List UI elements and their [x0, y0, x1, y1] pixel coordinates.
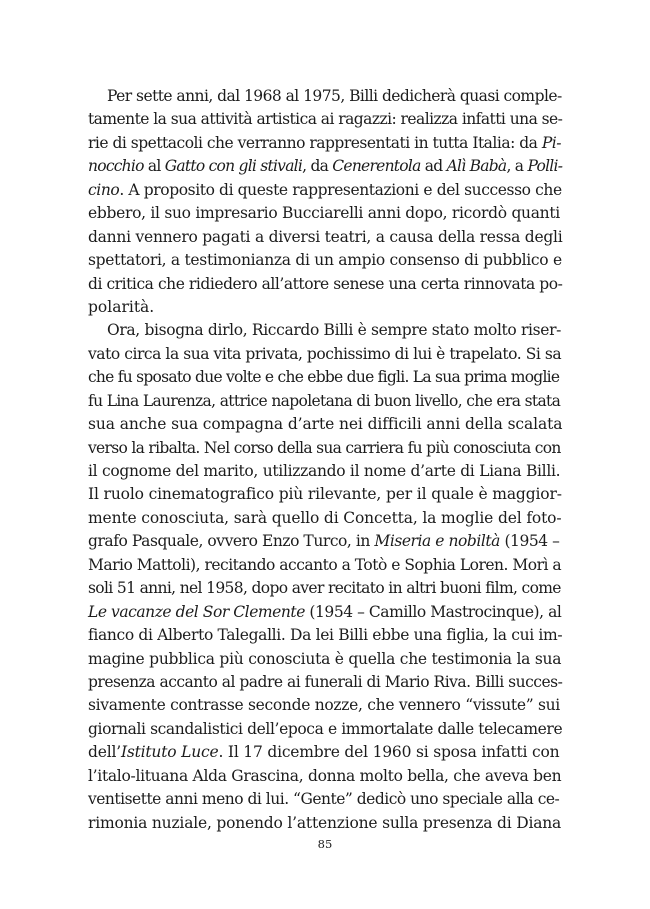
text-run: . A proposito di queste rappresentazioni e del successo che [119, 180, 562, 199]
text-line [88, 648, 562, 671]
text-line [88, 226, 562, 249]
text-line [88, 273, 562, 296]
text-run: fianco di Alberto Talegalli. Da lei Billi ebbe una figlia, la cui im- [88, 626, 563, 645]
text-run: (1954 – [499, 532, 560, 551]
text-run: al [143, 157, 165, 176]
italic-text: Miseria e nobiltà [374, 532, 500, 551]
text-run: dell’ [88, 743, 121, 762]
text-line [88, 624, 562, 647]
italic-text: nocchio [88, 157, 144, 176]
text-run: (1954 – Camillo Mastrocinque), al [304, 602, 562, 621]
text-line [88, 671, 562, 694]
body-text [88, 85, 562, 835]
text-run: magine pubblica più conosciuta è quella che testimonia la sua [88, 649, 562, 668]
text-run: vato circa la sua vita privata, pochissimo di lui è trapelato. Si sa [88, 344, 562, 363]
text-line [88, 741, 562, 764]
text-line [88, 366, 562, 389]
text-line [88, 179, 562, 202]
text-run: di critica che ridiedero all’attore senese una certa rinnovata po- [88, 274, 563, 293]
text-run: il cognome del marito, utilizzando il nome d’arte di Liana Billi. [88, 462, 561, 480]
text-line [88, 202, 562, 225]
text-run: sivamente contrasse seconde nozze, che vennero “vissute” sui [88, 696, 560, 715]
text-line [88, 530, 562, 553]
text-line [88, 319, 562, 342]
text-run: . Il 17 dicembre del 1960 si sposa infatti con [218, 743, 560, 762]
text-line [88, 296, 562, 319]
italic-text: cino [88, 180, 120, 199]
italic-text: Polli- [527, 157, 563, 176]
text-run: polarità. [88, 297, 155, 316]
text-line [88, 788, 562, 811]
text-line [88, 85, 562, 108]
text-run: Mario Mattoli), recitando accanto a Totò e Sophia Loren. Morì a [88, 555, 562, 574]
text-run: tamente la sua attività artistica ai ragazzi: realizza infatti una se- [88, 110, 563, 129]
italic-text: Istituto Luce [120, 743, 219, 762]
text-run: Ora, bisogna dirlo, Riccardo Billi è sempre stato molto riser- [107, 321, 562, 340]
italic-text: Gatto con gli stivali [164, 157, 303, 176]
text-run: rimonia nuziale, ponendo l’attenzione sulla presenza di Diana [88, 813, 562, 832]
text-line [88, 155, 562, 178]
text-line [88, 554, 562, 577]
text-line [88, 390, 562, 413]
text-line [88, 108, 562, 131]
text-line [88, 718, 562, 741]
text-run: Il ruolo cinematografico più rilevante, per il quale è maggior- [88, 485, 562, 504]
text-run: soli 51 anni, nel 1958, dopo aver recitato in altri buoni film, come [88, 579, 561, 598]
text-run: che fu sposato due volte e che ebbe due figli. La sua prima moglie [88, 368, 560, 387]
text-run: sua anche sua compagna d’arte nei difficili anni della scalata [88, 415, 563, 434]
italic-text: Alì Babà [446, 157, 507, 176]
text-run: verso la ribalta. Nel corso della sua carriera fu più conosciuta con [88, 438, 561, 457]
italic-text: Le vacanze del Sor Clemente [88, 602, 305, 621]
text-line [88, 507, 562, 530]
italic-text: Cenerentola [332, 157, 421, 176]
text-run: spettatori, a testimonianza di un ampio consenso di pubblico e [88, 251, 562, 270]
text-run: , a [506, 157, 528, 176]
text-line [88, 694, 562, 717]
italic-text: Pi- [541, 133, 561, 152]
text-line [88, 460, 562, 483]
text-line [88, 601, 562, 624]
text-run: presenza accanto al padre ai funerali di Mario Riva. Billi succes- [88, 672, 563, 691]
text-run: grafo Pasquale, ovvero Enzo Turco, in [88, 532, 375, 551]
text-run: mente conosciuta, sarà quello di Concetta, la moglie del foto- [88, 508, 562, 527]
text-run: giornali scandalistici dell’epoca e immortalate dalle telecamere [88, 719, 563, 738]
text-line [88, 437, 562, 460]
text-run: danni vennero pagati a diversi teatri, a causa della ressa degli [88, 227, 563, 246]
text-run: rie di spettacoli che verranno rappresentati in tutta Italia: da [88, 133, 542, 152]
text-line [88, 483, 562, 506]
text-line [88, 812, 562, 835]
text-run: Per sette anni, dal 1968 al 1975, Billi dedicherà quasi comple- [107, 87, 562, 105]
text-line [88, 413, 562, 436]
page-number: 85 [317, 837, 333, 851]
text-run: l’italo-lituana Alda Grascina, donna molto bella, che aveva ben [88, 766, 562, 785]
text-run: ventisette anni meno di lui. “Gente” dedicò uno speciale alla ce- [88, 790, 560, 809]
text-line [88, 249, 562, 272]
text-line [88, 132, 562, 155]
text-run: ad [420, 157, 447, 176]
text-run: , da [302, 157, 333, 176]
text-run: ebbero, il suo impresario Bucciarelli anni dopo, ricordò quanti [88, 204, 560, 223]
text-line [88, 343, 562, 366]
text-run: fu Lina Laurenza, attrice napoletana di buon livello, che era stata [88, 391, 561, 410]
text-line [88, 765, 562, 788]
text-line [88, 577, 562, 600]
